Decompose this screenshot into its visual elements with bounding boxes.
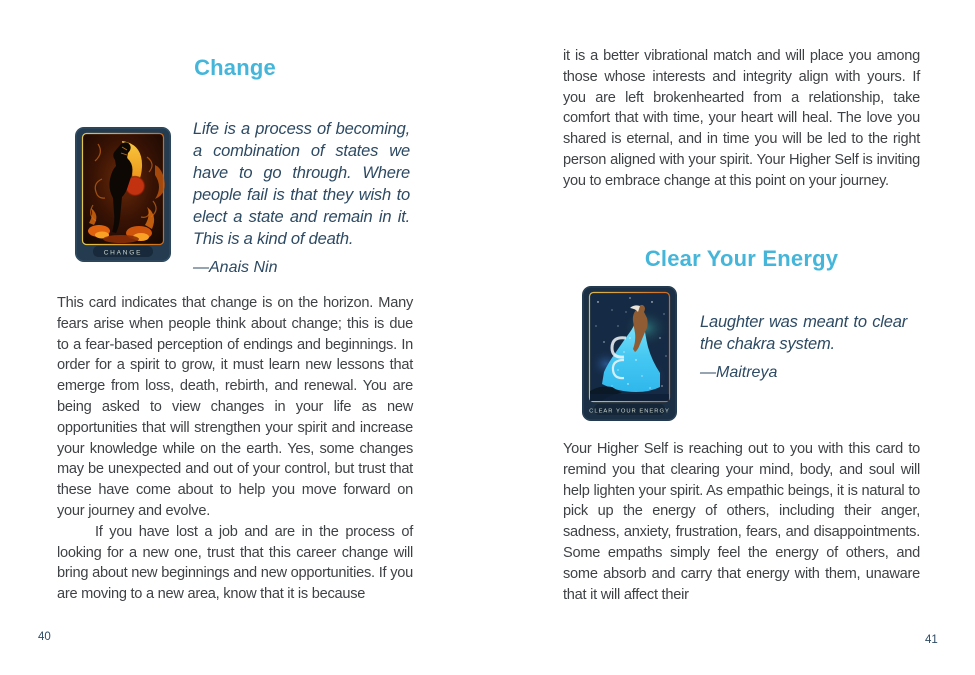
right-page-heading: Clear Your Energy [644,246,839,271]
clear-your-energy-card-image [582,286,677,421]
right-page-body [563,439,920,605]
change-quote [193,118,410,277]
change-card-image [75,127,171,262]
change-quote-text: Life is a process of becoming, a combination of states we have to go through. Where people fail is that they wish to elect a state and remain in it. This is a kind of death. [193,120,410,248]
right-continuation-paragraph: it is a better vibrational match and will place you among those whose interests and integrity align with yours. If you are left brokenhearted from a relationship, take comfort that with time, your heart will heal. The love you shared is eternal, and in time you will be led to the right person aligned with your spirit. Your Higher Self is inviting you to embrace change at this point on your journey. [563,48,920,189]
change-card-label: CHANGE [103,249,143,257]
change-card-art [75,127,171,262]
clear-quote-attribution: —Maitreya [700,364,778,381]
clear-card-art [582,286,677,421]
clear-card-label: CLEAR YOUR ENERGY [589,408,670,415]
left-page-heading: Change [194,55,276,80]
left-page-body [57,293,413,605]
change-quote-attribution: —Anais Nin [193,259,278,276]
left-body-paragraph-2: If you have lost a job and are in the process of looking for a new one, trust that this career change will bring about new beginnings and new opportunities. If you are moving to a new area, know that it is because [57,523,413,603]
right-body-paragraph: Your Higher Self is reaching out to you with this card to remind you that clearing your mind, body, and soul will help lighten your spirit. As empathic beings, it is natural to pick up the energy of others, including their anger, sadness, anxiety, frustration, fears, and disappointments. Some empaths simply feel the energy of others, and some absorb and carry that energy with them, unaware that it will affect their [563,441,920,603]
clear-quote-text: Laughter was meant to clear the chakra system. [700,313,907,353]
left-body-paragraph-1: This card indicates that change is on the horizon. Many fears arise when people think about change; this is due to a fear-based perception of endings and beginnings. In order for a spirit to grow, it must learn new lessons that emerge from loss, death, rebirth, and renewal. You are being asked to view changes in your life as new opportunities that will strengthen your spirit and increase your knowledge while on the earth. Yes, some changes may be unexpected and out of your control, but trust that these have come about to help you move forward on your journey and evolve. [57,295,413,519]
page-number-left: 40 [38,631,51,643]
right-page-continuation [563,46,920,192]
page-number-right: 41 [925,634,938,646]
clear-quote [700,311,907,382]
